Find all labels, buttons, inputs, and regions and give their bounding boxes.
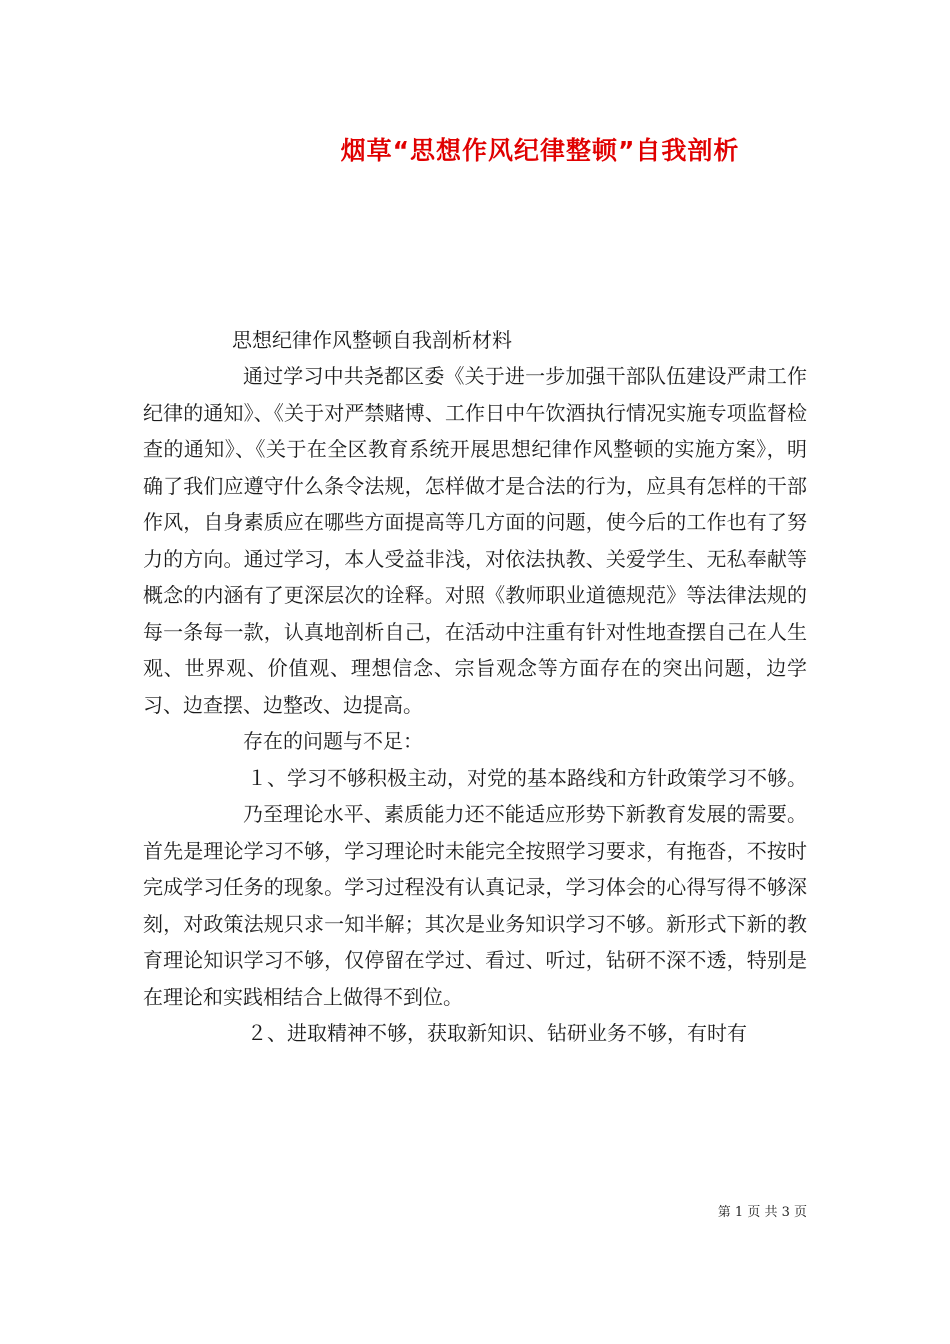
page-number-footer: 第 1 页 共 3 页 [717,1205,807,1220]
paragraph-intro: 通过学习中共尧都区委《关于进一步加强干部队伍建设严肃工作纪律的通知》、《关于对严禁赌博、工作日中午饮酒执行情况实施专项监督检查的通知》、《关于在全区教育系统开展思想纪律作风整顿的实施方案》，明确了我们应遵守什么条令法规，怎样做才是合法的行为，应具有怎样的干部作风，自身素质应在哪些方面提高等几方面的问题，使今后的工作也有了努力的方向。通过学习，本人受益非浅，对依法执教、关爱学生、无私奉献等概念的内涵有了更深层次的诠释。对照《教师职业道德规范》等法律法规的每一条每一款，认真地剖析自己，在活动中注重有针对性地查摆自己在人生观、世界观、价值观、理想信念、宗旨观念等方面存在的突出问题，边学习、边查摆、边整改、边提高。 [143,364,807,717]
paragraph-problems-heading: 存在的问题与不足： [243,729,423,753]
document-title: 烟草“思想作风纪律整顿”自我剖析 [340,136,740,165]
document-body [143,358,807,1052]
paragraph-item-1-detail: 乃至理论水平、素质能力还不能适应形势下新教育发展的需要。首先是理论学习不够，学习理论时未能完全按照学习要求，有拖沓，不按时完成学习任务的现象。学习过程没有认真记录，学习体会的心得写得不够深刻，对政策法规只求一知半解；其次是业务知识学习不够。新形式下新的教育理论知识学习不够，仅停留在学过、看过、听过，钻研不深不透，特别是在理论和实践相结合上做得不到位。 [143,802,807,1009]
paragraph-item-2: ２、进取精神不够，获取新知识、钻研业务不够，有时有 [247,1021,747,1045]
paragraph-item-1: １、学习不够积极主动，对党的基本路线和方针政策学习不够。 [247,765,807,790]
document-subtitle: 思想纪律作风整顿自我剖析材料 [232,328,512,352]
